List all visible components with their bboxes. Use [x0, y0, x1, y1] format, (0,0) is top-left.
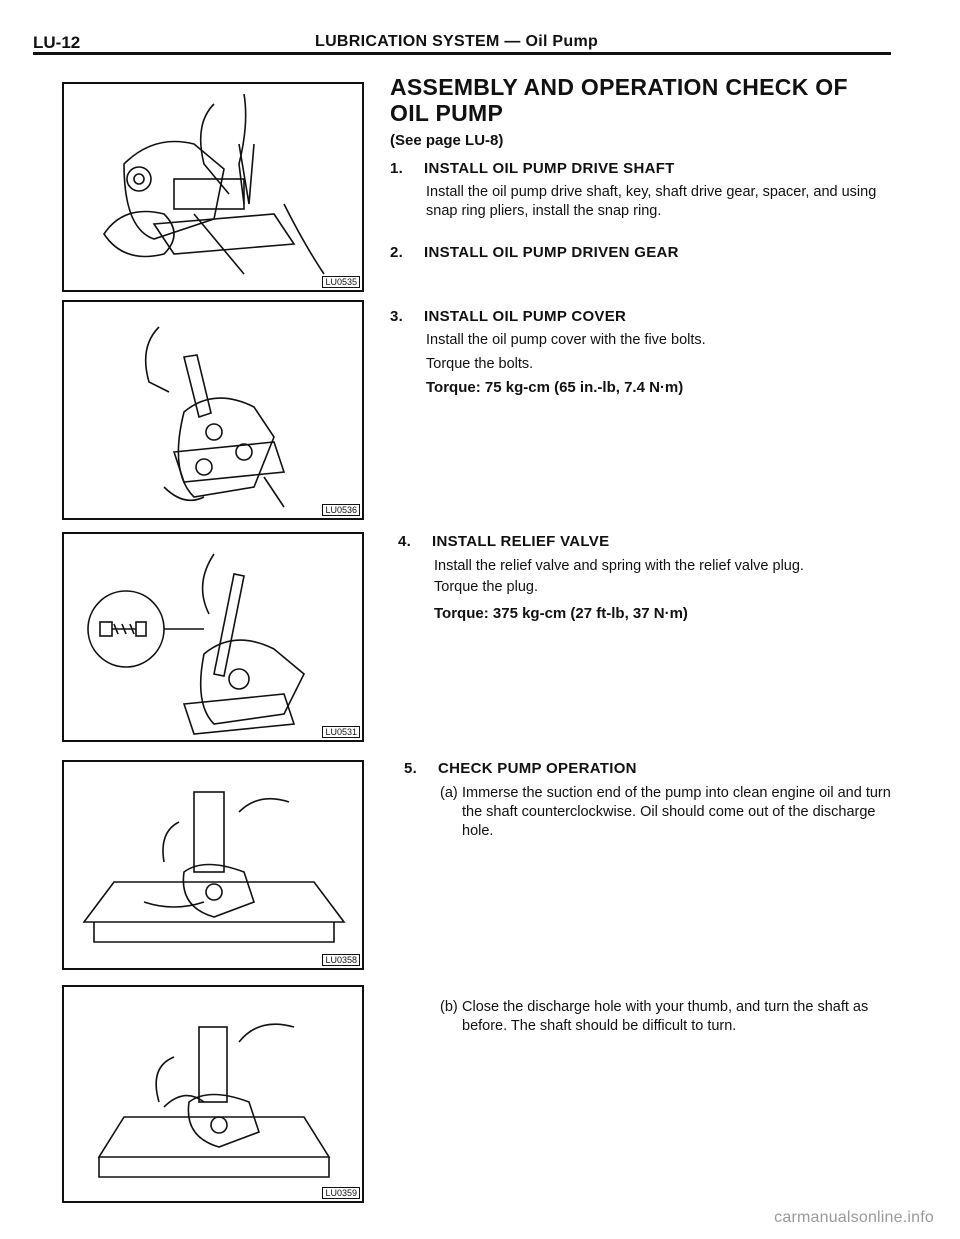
page-title: ASSEMBLY AND OPERATION CHECK OF OIL PUMP [390, 74, 848, 126]
figure-snap-ring-pliers [62, 82, 364, 292]
section-title: LUBRICATION SYSTEM — Oil Pump [315, 33, 599, 50]
figure-code: LU0535 [322, 276, 360, 288]
figure-thumb-discharge [62, 985, 364, 1203]
step-5-heading [404, 760, 637, 777]
step-title: INSTALL OIL PUMP DRIVE SHAFT [424, 160, 675, 177]
step-number: 5. [404, 760, 418, 777]
torque-wrench-cover-illustration [64, 302, 362, 518]
step-4-text: Install the relief valve and spring with the relief valve plug. [434, 558, 804, 574]
step-5a [440, 784, 940, 841]
figure-code: LU0536 [322, 504, 360, 516]
step-number: 3. [390, 308, 404, 325]
sub-label: (a) [440, 785, 458, 801]
sub-text: Close the discharge hole with your thumb, and turn the shaft as before. The shaft should be difficult to turn. [462, 999, 869, 1034]
snap-ring-pliers-illustration [64, 84, 362, 290]
figure-relief-valve [62, 532, 364, 742]
step-3-torque: Torque: 75 kg-cm (65 in.-lb, 7.4 N·m) [426, 379, 684, 396]
step-3-text-2: Torque the bolts. [426, 356, 534, 372]
step-title: CHECK PUMP OPERATION [438, 760, 637, 777]
step-title: INSTALL RELIEF VALVE [432, 533, 610, 550]
relief-valve-illustration [64, 534, 362, 740]
figure-code: LU0358 [322, 954, 360, 966]
header-rule [33, 52, 891, 55]
sub-label: (b) [440, 999, 458, 1015]
pump-in-oil-tray-illustration [64, 762, 362, 968]
step-number: 2. [390, 244, 404, 261]
step-1-heading [390, 160, 675, 177]
thumb-on-discharge-hole-illustration [64, 987, 362, 1201]
step-4-heading [398, 533, 609, 550]
figure-pump-in-oil [62, 760, 364, 970]
see-page-reference: (See page LU-8) [390, 132, 504, 149]
figure-code: LU0359 [322, 1187, 360, 1199]
step-number: 1. [390, 160, 404, 177]
step-4-torque: Torque: 375 kg-cm (27 ft-lb, 37 N·m) [434, 605, 688, 622]
step-5b [440, 998, 940, 1036]
step-2-heading [390, 244, 679, 261]
step-3-heading [390, 308, 626, 325]
page-code: LU-12 [33, 33, 81, 52]
step-3-text: Install the oil pump cover with the five bolts. [426, 332, 706, 348]
step-1-text: Install the oil pump drive shaft, key, shaft drive gear, spacer, and using snap ring pliers, install the snap ring. [426, 184, 877, 219]
step-title: INSTALL OIL PUMP COVER [424, 308, 627, 325]
figure-code: LU0531 [322, 726, 360, 738]
step-4-text-2: Torque the plug. [434, 579, 538, 595]
sub-text: Immerse the suction end of the pump into clean engine oil and turn the shaft counterclockwise. Oil should come out of the discharge hole. [462, 785, 891, 839]
step-title: INSTALL OIL PUMP DRIVEN GEAR [424, 244, 679, 261]
figure-torque-cover [62, 300, 364, 520]
watermark: carmanualsonline.info [774, 1209, 934, 1226]
step-number: 4. [398, 533, 412, 550]
